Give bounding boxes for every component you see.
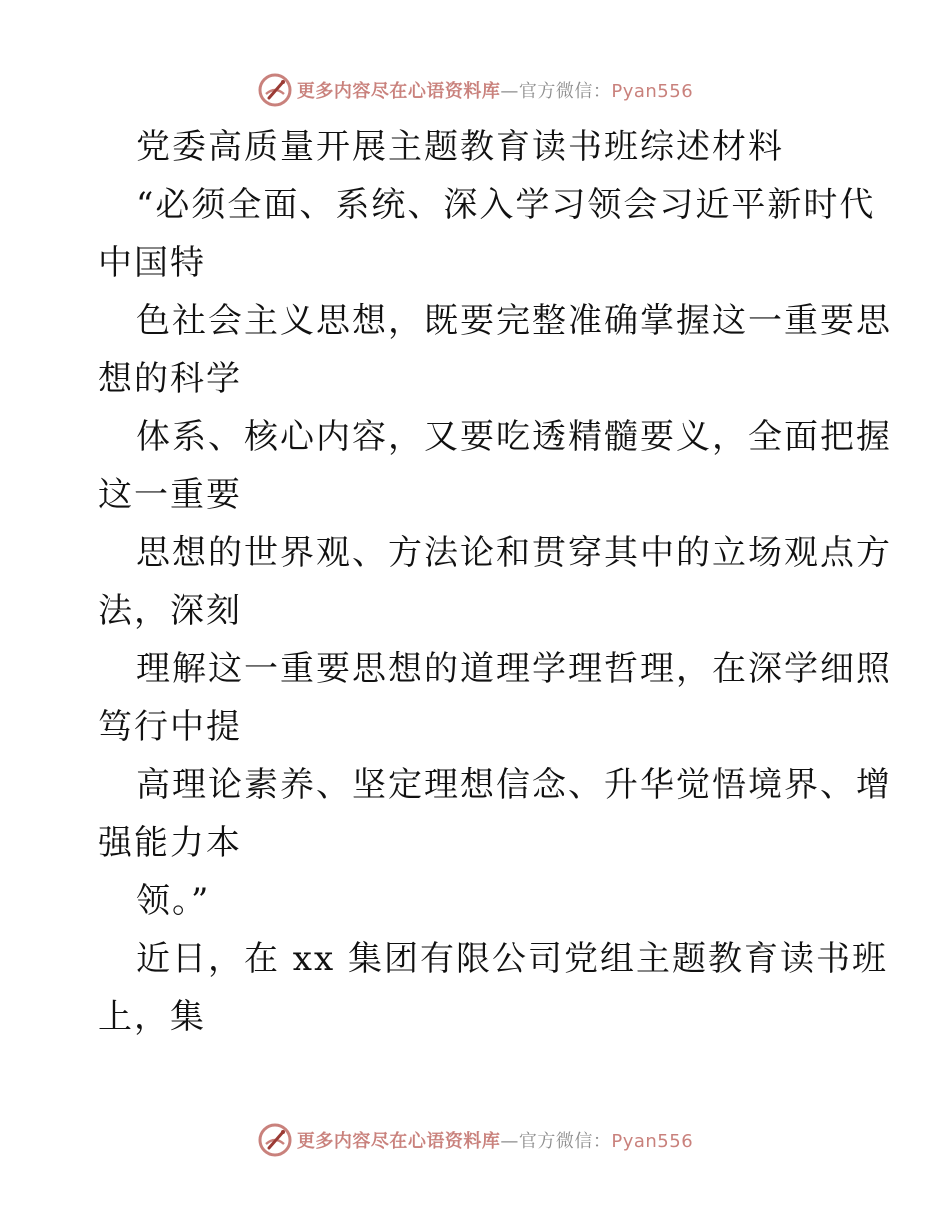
watermark-wechat-id: Pyan556 — [611, 1131, 694, 1152]
text-line: 笃行中提 — [98, 707, 242, 747]
text-line: 思想的世界观、方法论和贯穿其中的立场观点方 — [136, 533, 892, 573]
header-watermark-banner — [0, 70, 950, 110]
watermark-dash: — — [500, 81, 519, 102]
book-pen-logo-icon — [257, 1122, 293, 1158]
watermark-site: 更多内容尽在心语资料库 — [296, 81, 501, 102]
text-line: 这一重要 — [98, 475, 242, 515]
watermark-text — [297, 77, 693, 103]
watermark-site: 更多内容尽在心语资料库 — [296, 1131, 501, 1152]
watermark-wechat-label: 官方微信： — [518, 1131, 612, 1152]
text-line: 领。” — [136, 881, 211, 921]
text-line: 上，集 — [98, 997, 206, 1037]
text-line: 色社会主义思想，既要完整准确掌握这一重要思 — [136, 301, 892, 341]
watermark-dash: — — [500, 1131, 519, 1152]
watermark-wechat-label: 官方微信： — [518, 81, 612, 102]
text-line: 法，深刻 — [98, 591, 242, 631]
text-line: 近日，在 xx 集团有限公司党组主题教育读书班 — [136, 939, 888, 979]
watermark-text — [297, 1127, 693, 1153]
footer-watermark-banner — [0, 1120, 950, 1160]
document-title: 党委高质量开展主题教育读书班综述材料 — [136, 127, 784, 167]
text-line: 体系、核心内容，又要吃透精髓要义，全面把握 — [136, 417, 892, 457]
document-body — [98, 118, 892, 1046]
text-line: 中国特 — [98, 243, 206, 283]
text-line: 强能力本 — [98, 823, 242, 863]
text-line: 想的科学 — [98, 359, 242, 399]
watermark-wechat-id: Pyan556 — [611, 81, 694, 102]
text-line: “必须全面、系统、深入学习领会习近平新时代 — [136, 185, 876, 225]
book-pen-logo-icon — [257, 72, 293, 108]
text-line: 高理论素养、坚定理想信念、升华觉悟境界、增 — [136, 765, 892, 805]
text-line: 理解这一重要思想的道理学理哲理，在深学细照 — [136, 649, 892, 689]
